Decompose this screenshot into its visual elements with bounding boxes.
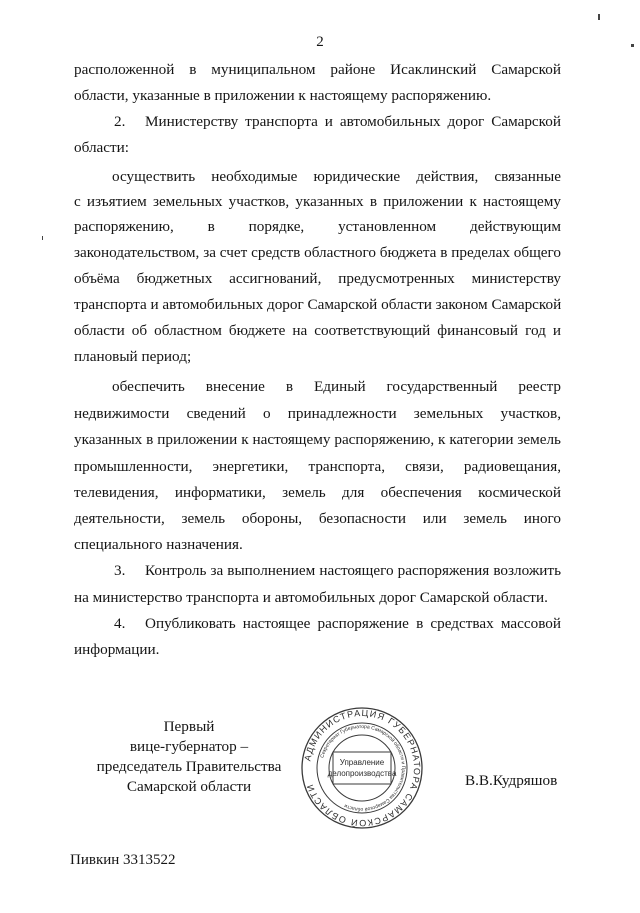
signatory-title-line: Первый [163,718,215,735]
text-line: недвижимости сведений о принадлежности земельных участков, [74,405,561,422]
text-line: расположенной в муниципальном районе Исаклинский Самарской [74,61,561,78]
text-line: транспорта и автомобильных дорог Самарской области законом Самарской [74,296,562,313]
text-line: промышленности, энергетики, транспорта, связи, радиовещания, [74,458,561,475]
signatory-title-line: Самарской области [126,778,252,795]
text-line: указанных в приложении к настоящему распоряжению, к категории земель [74,431,561,448]
text-line: плановый период; [74,348,192,365]
official-stamp [300,706,424,830]
text-line: Контроль за выполнением настоящего распоряжения возложить [145,562,561,579]
stamp-inner-text: Секретариат Губернатора Самарской области и Правительства Самарской области [319,723,407,813]
signatory-title [78,717,300,797]
stamp-center-line-1: Управление [339,758,385,767]
text-line: области: [74,139,129,156]
text-line: законодательством, за счет средств областного бюджета в пределах общего [74,244,561,261]
text-line: с изъятием земельных участков, указанных в приложении к настоящему [74,193,561,210]
executor-info: Пивкин 3313522 [70,852,176,868]
text-line: специального назначения. [74,536,243,553]
text-line: области, указанные в приложении к настоящему распоряжению. [74,87,492,104]
text-line: обеспечить внесение в Единый государственный реестр [112,378,561,395]
text-line: распоряжению, в порядке, установленном действующим [74,218,561,235]
text-line: объёма бюджетных ассигнований, предусмотренных министерству [74,270,561,287]
text-line: на министерство транспорта и автомобильных дорог Самарской области. [74,589,548,606]
page-number: 2 [316,34,324,50]
text-line: области об областном бюджете на соответствующий финансовый год и [74,322,561,339]
item-number: 2. [114,113,126,130]
scan-speck [631,44,634,47]
signatory-name: В.В.Кудряшов [465,772,558,789]
item-number: 3. [114,562,126,579]
text-line: телевидения, информатики, земель для обеспечения космической [74,484,561,501]
text-line: информации. [74,641,160,658]
signatory-title-line: председатель Правительства [96,758,282,775]
stamp-center-box [333,752,391,784]
scan-speck [598,14,600,20]
text-line: деятельности, земель обороны, безопасности или земель иного [74,510,561,527]
text-line: Министерству транспорта и автомобильных дорог Самарской [145,113,561,130]
text-line: осуществить необходимые юридические действия, связанные [112,168,561,185]
stamp-center-line-2: делопроизводства [327,769,397,778]
item-number: 4. [114,615,126,632]
scan-speck [42,236,43,240]
signatory-title-line: вице-губернатор – [129,738,249,755]
text-line: Опубликовать настоящее распоряжение в средствах массовой [145,615,561,632]
stamp-outer-text: АДМИНИСТРАЦИЯ ГУБЕРНАТОРА САМАРСКОЙ ОБЛАСТИ [302,707,423,829]
